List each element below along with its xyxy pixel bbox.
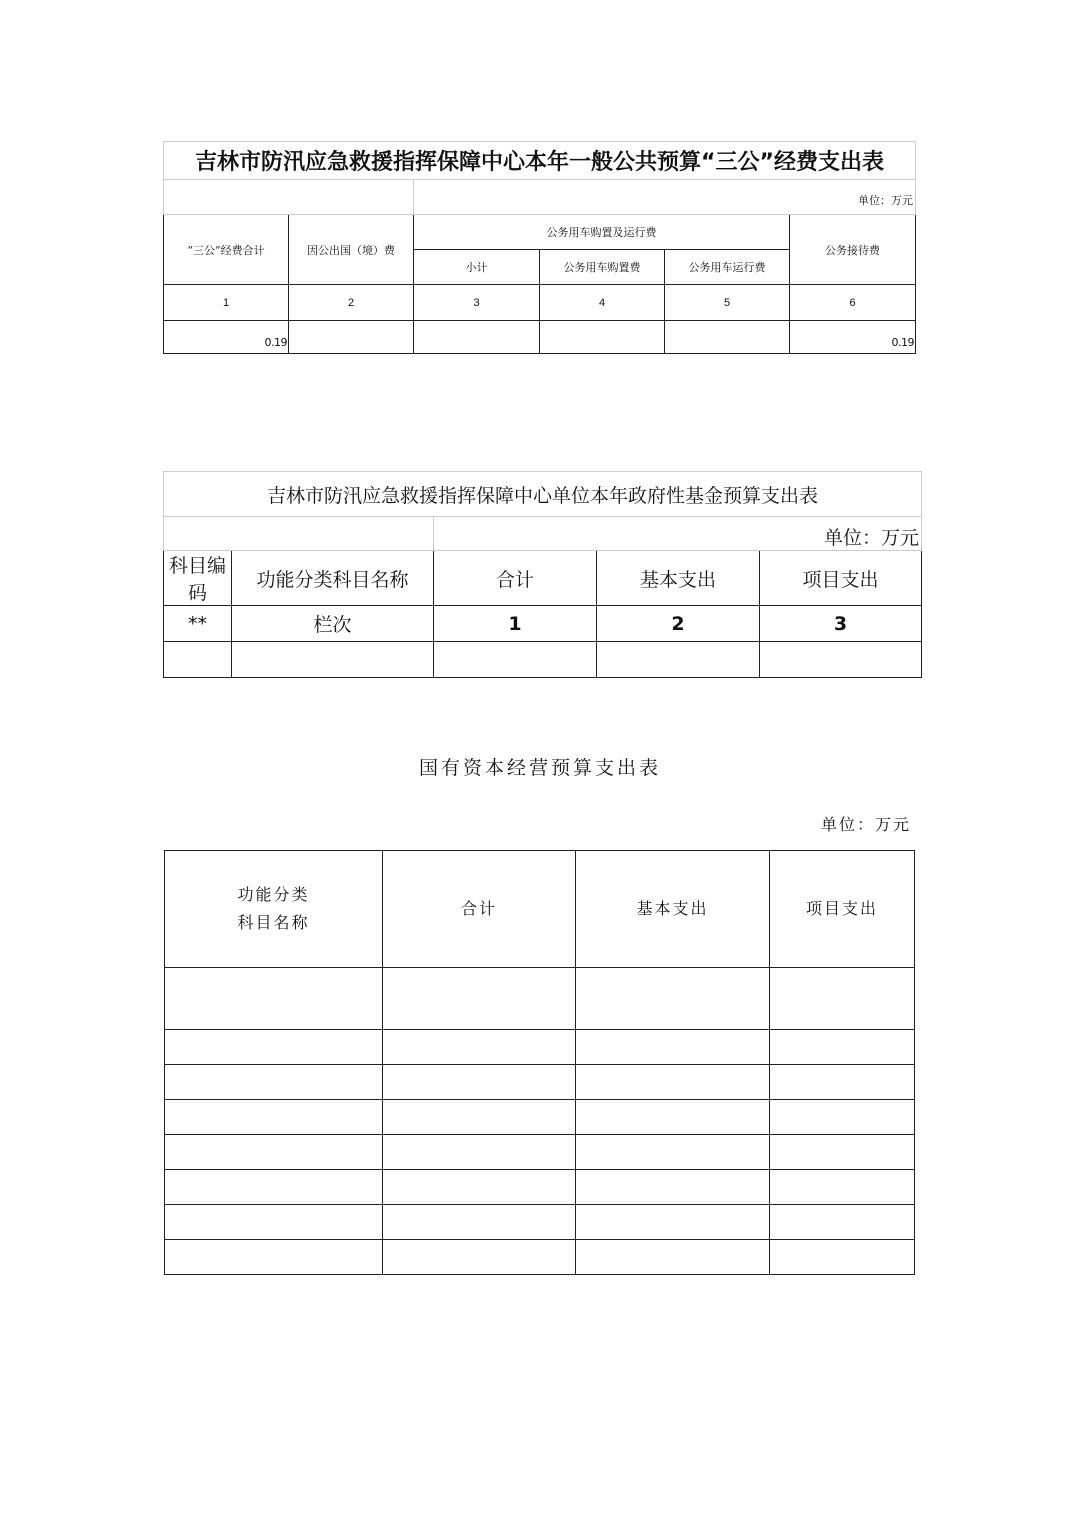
table-row [165,1205,915,1240]
cell-abroad [289,321,414,354]
table2-unit-blank [164,517,434,551]
table-row [165,1065,915,1100]
column-marker: ** [164,606,232,642]
table2-unit: 单位：万元 [434,517,922,551]
header-total: 合计 [434,551,597,606]
header-project-expense: 项目支出 [770,851,915,968]
header-vehicle-purchase: 公务用车购置费 [540,250,665,285]
header-subject-name: 功能分类科目名称 [232,551,434,606]
header-vehicle-group: 公务用车购置及运行费 [414,215,790,250]
header-total: 合计 [383,851,576,968]
column-number: 5 [665,285,790,321]
column-number: 1 [164,285,289,321]
three-public-expenses-table [163,141,916,354]
column-number: 3 [760,606,922,642]
cell-vehicle-operation [665,321,790,354]
header-vehicle-operation: 公务用车运行费 [665,250,790,285]
header-total: “三公”经费合计 [164,215,289,285]
header-subject-code: 科目编码 [164,551,232,606]
header-line: 功能分类 [237,885,310,904]
table-cell [597,642,760,678]
table-cell [760,642,922,678]
table-row [165,1135,915,1170]
column-number: 4 [540,285,665,321]
table-row [165,1100,915,1135]
table3-unit: 单位：万元 [820,815,911,834]
column-number: 3 [414,285,540,321]
table2-title: 吉林市防汛应急救援指挥保障中心单位本年政府性基金预算支出表 [164,472,922,517]
table-row [165,1030,915,1065]
header-basic-expense: 基本支出 [597,551,760,606]
table-row [165,1170,915,1205]
header-basic-expense: 基本支出 [576,851,770,968]
cell-subtotal [414,321,540,354]
cell-vehicle-purchase [540,321,665,354]
table-cell [434,642,597,678]
table1-title: 吉林市防汛应急救援指挥保障中心本年一般公共预算“三公”经费支出表 [164,142,916,180]
table-cell [232,642,434,678]
header-abroad: 因公出国（境）费 [289,215,414,285]
state-capital-budget-table [164,850,915,1275]
column-label: 栏次 [232,606,434,642]
table-cell [164,642,232,678]
column-number: 6 [790,285,916,321]
header-subject-name [165,851,383,968]
table-row [165,968,915,1030]
table1-unit-blank [164,180,414,215]
header-project-expense: 项目支出 [760,551,922,606]
column-number: 1 [434,606,597,642]
table3-title: 国有资本经营预算支出表 [418,757,661,779]
cell-total: 0.19 [164,321,289,354]
header-line: 科目名称 [237,913,310,932]
column-number: 2 [289,285,414,321]
column-number: 2 [597,606,760,642]
header-reception: 公务接待费 [790,215,916,285]
table1-unit: 单位：万元 [414,180,916,215]
header-subtotal: 小计 [414,250,540,285]
table-row [165,1240,915,1275]
government-fund-budget-table [163,471,922,678]
cell-reception: 0.19 [790,321,916,354]
